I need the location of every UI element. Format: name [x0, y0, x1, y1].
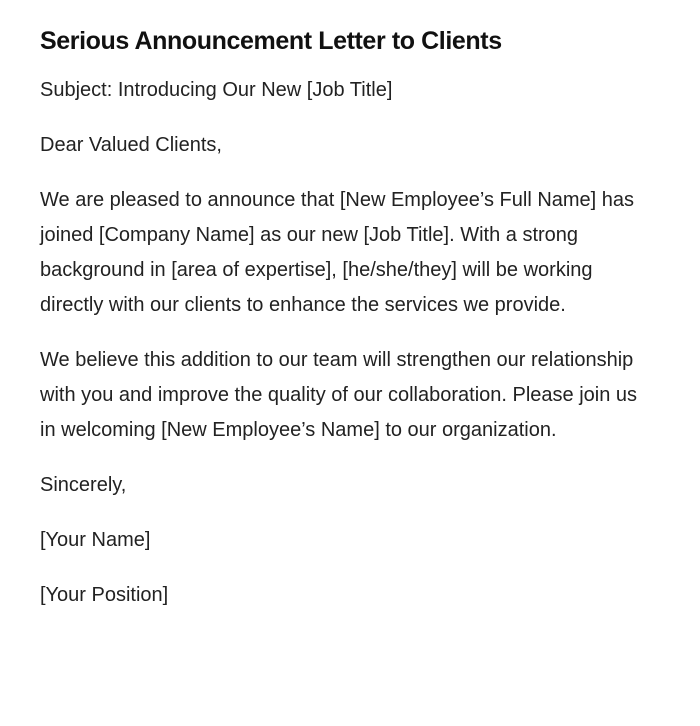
salutation: Dear Valued Clients, [40, 134, 222, 156]
signature-position: [Your Position] [40, 584, 169, 606]
body-paragraph-2: We believe this addition to our team will strengthen our relationship with you and improve the quality of our collaboration. Please join us in welcoming [New Employee’s Name] to our organization. [40, 349, 638, 441]
signature-name: [Your Name] [40, 529, 151, 551]
body-paragraph-1: We are pleased to announce that [New Employee’s Full Name] has joined [Company Name] as our new [Job Title]. With a strong background in [area of expertise], [he/she/they] will be working directly with our clients to enhance the services we provide. [40, 189, 635, 316]
closing: Sincerely, [40, 474, 127, 496]
document-title: Serious Announcement Letter to Clients [40, 27, 502, 55]
subject-line: Subject: Introducing Our New [Job Title] [40, 79, 393, 101]
